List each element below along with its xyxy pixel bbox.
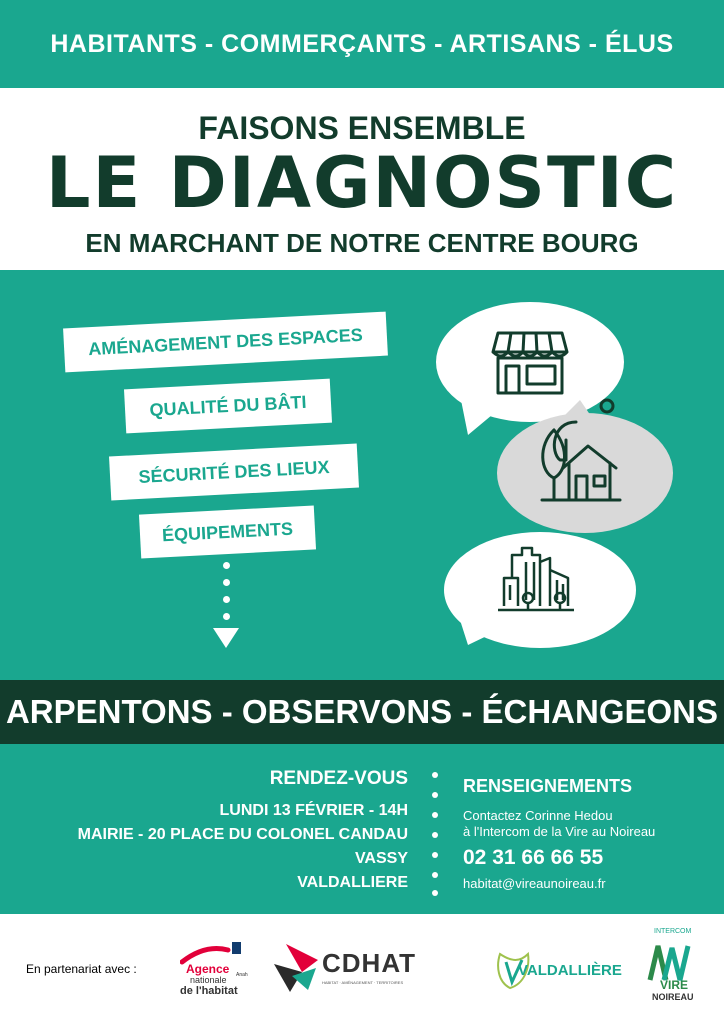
contact-line-2: à l'Intercom de la Vire au Noireau bbox=[463, 824, 656, 839]
divider-dot bbox=[432, 890, 438, 896]
cdhat-tagline: HABITAT · AMÉNAGEMENT · TERRITOIRES bbox=[322, 980, 404, 985]
intercom-label: INTERCOM bbox=[654, 928, 692, 935]
contact-email[interactable]: habitat@vireaunoireau.fr bbox=[463, 876, 606, 891]
contact-line-1: Contactez Corinne Hedou bbox=[463, 808, 613, 823]
partner-label: En partenariat avec : bbox=[26, 962, 137, 976]
rendezvous-commune: VALDALLIERE bbox=[297, 874, 408, 891]
vire-line-1: VIRE bbox=[660, 978, 689, 992]
arrow-down-icon bbox=[213, 628, 239, 648]
anah-line-3: de l'habitat bbox=[180, 985, 238, 997]
rendezvous-date: LUNDI 13 FÉVRIER - 14H bbox=[219, 802, 408, 819]
contact-phone[interactable]: 02 31 66 66 55 bbox=[463, 846, 604, 869]
slogan-text: ARPENTONS - OBSERVONS - ÉCHANGEONS bbox=[5, 693, 719, 730]
slogan-banner bbox=[0, 680, 724, 744]
title-block bbox=[0, 88, 724, 270]
rendezvous-heading: RENDEZ-VOUS bbox=[269, 768, 408, 789]
partners-footer bbox=[0, 914, 724, 1024]
anah-logo bbox=[180, 940, 250, 1002]
cdhat-name: CDHAT bbox=[322, 948, 417, 978]
title-line-3: EN MARCHANT DE NOTRE CENTRE BOURG bbox=[85, 228, 639, 258]
valdalliere-name: VALDALLIÈRE bbox=[518, 962, 622, 979]
divider-dot bbox=[432, 852, 438, 858]
anah-line-2: nationale bbox=[190, 975, 227, 985]
info-section bbox=[0, 744, 724, 914]
divider-dot bbox=[432, 772, 438, 778]
valdalliere-logo bbox=[494, 948, 628, 994]
divider-dot bbox=[432, 792, 438, 798]
cdhat-shape-icon bbox=[272, 942, 320, 994]
path-dot bbox=[223, 562, 230, 569]
divider-dot bbox=[432, 872, 438, 878]
vire-line-2: NOIREAU bbox=[652, 992, 694, 1002]
intercom-logo bbox=[640, 928, 716, 1016]
cdhat-logo bbox=[272, 938, 417, 1004]
contact-heading: RENSEIGNEMENTS bbox=[463, 776, 633, 796]
path-dot bbox=[223, 613, 230, 620]
topic-tag-equipements: ÉQUIPEMENTS bbox=[139, 505, 316, 558]
speech-bubbles bbox=[420, 300, 720, 650]
rendezvous-town: VASSY bbox=[354, 850, 408, 867]
audience-banner bbox=[0, 0, 724, 88]
title-main: LE DIAGNOSTIC bbox=[45, 142, 679, 224]
topic-tag-bati: QUALITÉ DU BÂTI bbox=[124, 379, 332, 434]
audience-text: HABITANTS - COMMERÇANTS - ARTISANS - ÉLUS bbox=[50, 29, 674, 58]
divider-dot bbox=[432, 812, 438, 818]
title-line-1: FAISONS ENSEMBLE bbox=[198, 110, 526, 146]
rendezvous-place: MAIRIE - 20 PLACE DU COLONEL CANDAU bbox=[77, 826, 408, 843]
path-dot bbox=[223, 579, 230, 586]
path-dot bbox=[223, 596, 230, 603]
topic-tag-amenagement: AMÉNAGEMENT DES ESPACES bbox=[63, 312, 388, 373]
divider-dot bbox=[432, 832, 438, 838]
topics-section bbox=[0, 270, 724, 680]
anah-small: Anah bbox=[236, 972, 248, 978]
topic-tag-securite: SÉCURITÉ DES LIEUX bbox=[109, 444, 359, 501]
anah-line-1: Agence bbox=[186, 962, 230, 976]
